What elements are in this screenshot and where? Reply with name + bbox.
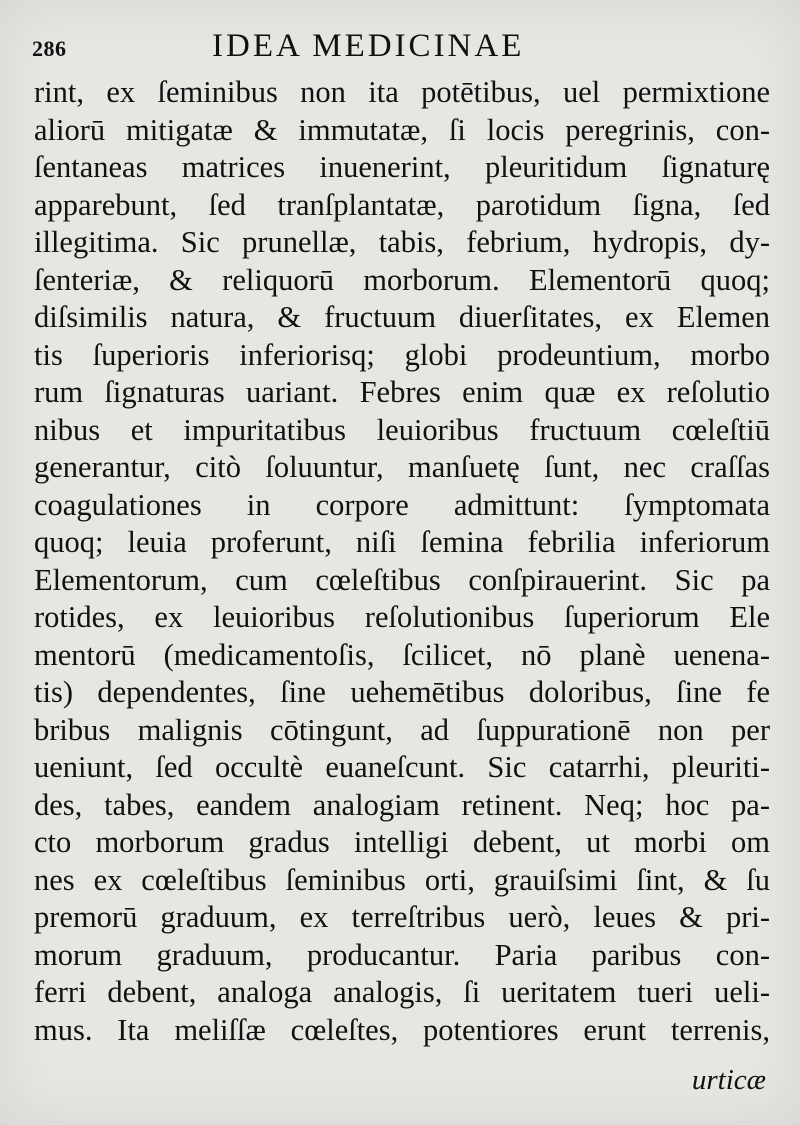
catchword: urticæ <box>691 1064 766 1096</box>
text-line: rint, ex ſeminibus non ita potētibus, uel permixtione <box>34 75 770 109</box>
text-line: premorū graduum, ex terreſtribus uerò, leues & pri- <box>34 900 770 934</box>
page-header <box>32 28 772 68</box>
text-line: mentorū (medicamentoſis, ſcilicet, nō planè uenena- <box>34 637 770 672</box>
text-line: apparebunt, ſed tranſplantatæ, parotidum ſigna, ſed <box>34 187 770 222</box>
text-line: morum graduum, producantur. Paria paribus con- <box>34 937 770 972</box>
text-line: aliorū mitigatæ & immutatæ, ſi locis peregrinis, con- <box>34 112 770 147</box>
text-line: ferri debent, analoga analogis, ſi ueritatem tueri ueli- <box>34 975 770 1009</box>
text-line: tis ſuperioris inferiorisq; globi prodeuntium, morbo <box>34 337 770 372</box>
text-line: illegitima. Sic prunellæ, tabis, febrium, hydropis, dy- <box>34 225 770 259</box>
text-line: Elementorum, cum cœleſtibus conſpirauerint. Sic pa <box>34 562 770 597</box>
text-line: tis) dependentes, ſine uehemētibus doloribus, ſine fe <box>34 675 770 709</box>
page-number: 286 <box>32 36 67 61</box>
text-line: bribus malignis cōtingunt, ad ſuppurationē non per <box>34 712 770 747</box>
text-line: nibus et impuritatibus leuioribus fructuum cœleſtiū <box>34 412 770 447</box>
text-line: generantur, citò ſoluuntur, manſuetę ſunt, nec craſſas <box>34 450 770 484</box>
text-line: ueniunt, ſed occultè euaneſcunt. Sic catarrhi, pleuriti- <box>34 750 770 784</box>
text-line: cto morborum gradus intelligi debent, ut morbi om <box>34 825 770 859</box>
text-line: ſenteriæ, & reliquorū morborum. Elementorū quoq; <box>34 262 770 297</box>
text-line: ſentaneas matrices inuenerint, pleuritidum ſignaturę <box>34 150 770 184</box>
text-line: rotides, ex leuioribus reſolutionibus ſuperiorum Ele <box>34 600 770 634</box>
text-line: des, tabes, eandem analogiam retinent. Neq; hoc pa- <box>34 787 770 822</box>
text-line: rum ſignaturas uariant. Febres enim quæ ex reſolutio <box>34 375 770 409</box>
text-line: quoq; leuia proferunt, niſi ſemina febrilia inferiorum <box>34 525 770 559</box>
body-text <box>34 74 770 1049</box>
text-line: coagulationes in corpore admittunt: ſymptomata <box>34 487 770 522</box>
text-line: nes ex cœleſtibus ſeminibus orti, grauiſsimi ſint, & ſu <box>34 862 770 897</box>
text-line: diſsimilis natura, & fructuum diuerſitates, ex Elemen <box>34 300 770 334</box>
running-title: IDEA MEDICINAE <box>212 28 525 64</box>
text-line: mus. Ita meliſſæ cœleſtes, potentiores erunt terrenis, <box>34 1012 770 1047</box>
